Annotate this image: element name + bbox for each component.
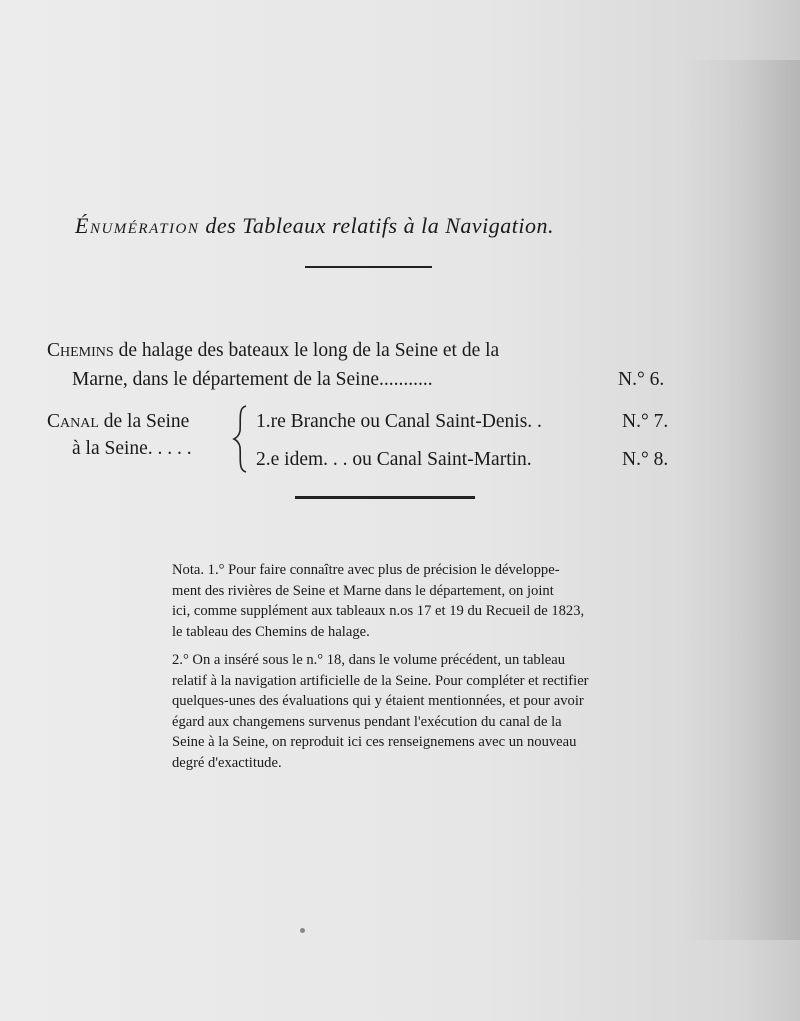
- canal-lead: Canal: [47, 411, 99, 432]
- ink-speck: [300, 928, 305, 933]
- canal-line-2: à la Seine. . . . .: [72, 438, 192, 459]
- chemins-lead: Chemins: [47, 340, 114, 361]
- nota-1-line: ici, comme supplément aux tableaux n.os 17 et 19 du Recueil de 1823,: [172, 603, 585, 620]
- nota-1-line: Nota. 1.° Pour faire connaître avec plus de précision le développe-: [172, 562, 560, 578]
- nota-1-line: ment des rivières de Seine et Marne dans le département, on joint: [172, 582, 554, 599]
- chemins-text-1: de halage des bateaux le long de la Seine et de la: [113, 340, 500, 361]
- nota-2-line: Seine à la Seine, on reproduit ici ces renseignemens avec un nouveau: [172, 734, 577, 751]
- title-rule: [305, 266, 432, 268]
- title-rest: des Tableaux relatifs à la Navigation.: [199, 213, 554, 238]
- nota-2-line: 2.° On a inséré sous le n.° 18, dans le volume précédent, un tableau: [172, 652, 566, 668]
- nota-2-line: relatif à la navigation artificielle de la Seine. Pour compléter et rectifier: [172, 672, 589, 689]
- page-title: [75, 213, 675, 239]
- canal-line-1: [47, 411, 189, 433]
- curly-brace-icon: [232, 405, 250, 473]
- chemins-line-2: Marne, dans le département de la Seine...........: [72, 369, 433, 390]
- canal-branch-1-ref: N.° 7.: [622, 411, 669, 432]
- canal-text-1: de la Seine: [98, 411, 190, 432]
- nota-2-line: quelques-unes des évaluations qui y étaient mentionnées, et pour avoir: [172, 693, 584, 710]
- canal-branch-1: 1.re Branche ou Canal Saint-Denis. .: [256, 411, 542, 432]
- section-rule: [295, 496, 475, 499]
- canal-branch-2: 2.e idem. . . ou Canal Saint-Martin.: [256, 449, 532, 470]
- nota-2-line: égard aux changemens survenus pendant l'exécution du canal de la: [172, 713, 562, 730]
- chemins-line-1: [47, 340, 499, 362]
- title-caps: Énumération: [75, 213, 200, 238]
- nota-paragraph-2: [172, 650, 712, 774]
- show-through-shadow: [680, 60, 800, 940]
- nota-paragraph-1: [172, 560, 712, 642]
- nota-1-line: le tableau des Chemins de halage.: [172, 623, 370, 640]
- chemins-ref: N.° 6.: [618, 369, 665, 390]
- canal-branch-2-ref: N.° 8.: [622, 449, 669, 470]
- nota-2-line: degré d'exactitude.: [172, 754, 282, 771]
